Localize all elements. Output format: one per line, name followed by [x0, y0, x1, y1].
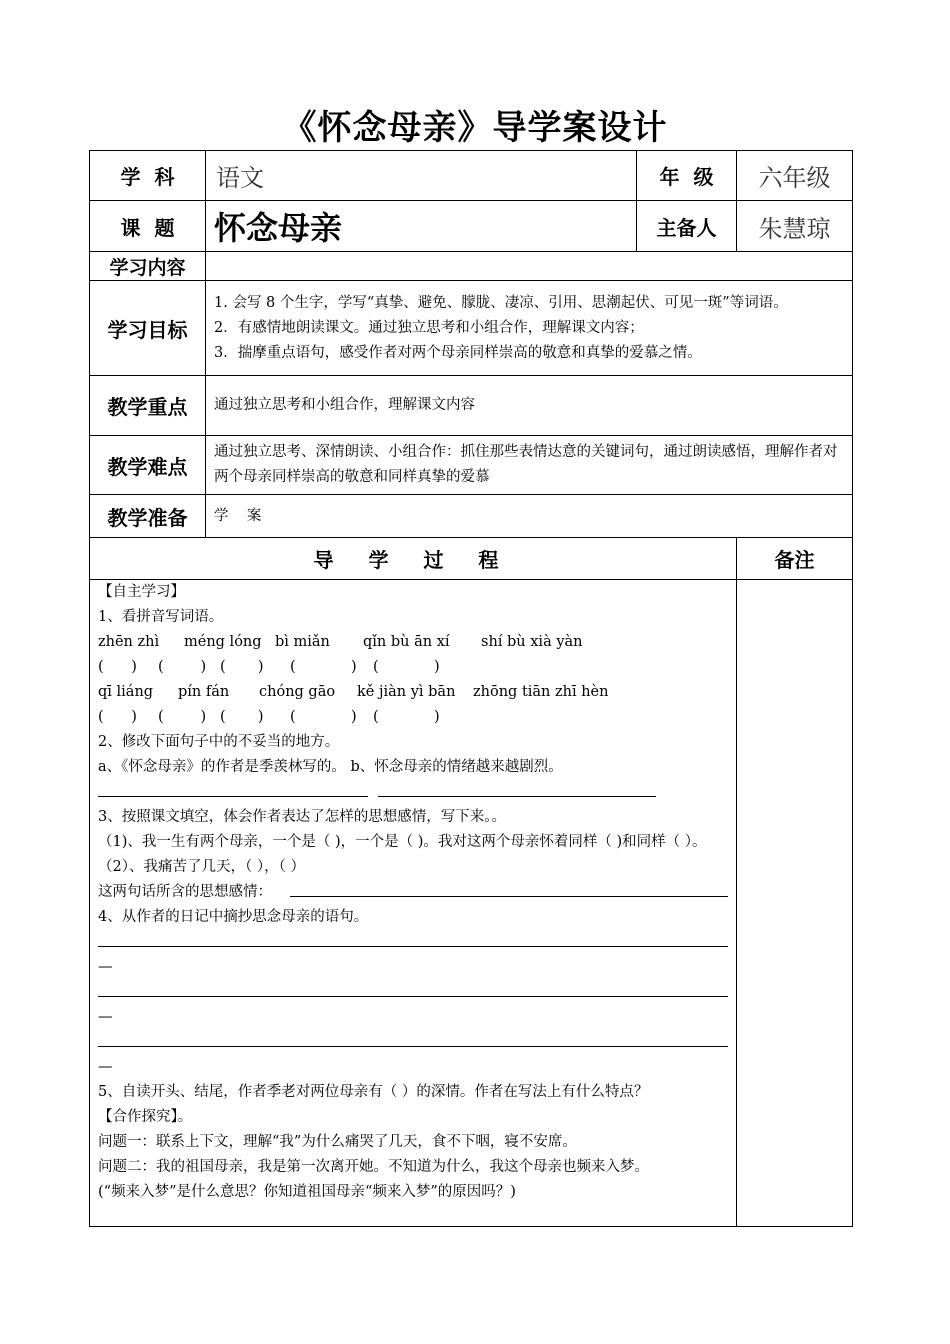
answer-line [98, 930, 728, 955]
content-value [206, 252, 853, 281]
problem-1: 问题一：联系上下文，理解“我”为什么痛哭了几天，食不下咽，寝不安席。 [98, 1134, 577, 1150]
subject-row [90, 151, 853, 201]
difficulty-row [90, 436, 853, 495]
prep-row [90, 495, 853, 538]
content-label: 学习内容 [90, 252, 206, 281]
question-3-2: （2）、我痛苦了几天，（ ），（ ） [98, 859, 305, 875]
problem-2: 问题二：我的祖国母亲，我是第一次离开她。不知道为什么，我这个母亲也频来入梦。 [98, 1159, 649, 1175]
feeling-line: 这两句话所含的思想感情： [98, 880, 728, 905]
page-title: 《怀念母亲》导学案设计 [282, 108, 668, 148]
answer-line [98, 1030, 728, 1055]
prep-label: 教学准备 [90, 495, 206, 538]
goal-item: 3．揣摩重点语句，感受作者对两个母亲同样崇高的敬意和真挚的爱慕之情。 [214, 344, 702, 361]
problem-2-note: (“频来入梦”是什么意思？你知道祖国母亲“频来入梦”的原因吗？) [98, 1184, 516, 1200]
subject-label: 学 科 [90, 151, 206, 201]
grade-value: 六年级 [737, 151, 853, 201]
prep-value: 学 案 [206, 495, 853, 538]
process-content [90, 580, 737, 1227]
goals-label: 学习目标 [90, 281, 206, 376]
question-5: 5、自读开头、结尾，作者季老对两位母亲有（ ）的深情。作者在写法上有什么特点？ [98, 1084, 649, 1100]
goals-list [206, 281, 853, 376]
preparer-value: 朱慧琼 [737, 201, 853, 252]
content-row [90, 252, 853, 281]
answer-lines [98, 780, 728, 805]
notes-header: 备注 [737, 538, 853, 580]
preparer-label: 主备人 [637, 201, 737, 252]
process-header: 导 学 过 程 [90, 538, 737, 580]
topic-label: 课 题 [90, 201, 206, 252]
question-1: 1、看拼音写词语。 [98, 609, 224, 625]
question-2-text: a、《怀念母亲》的作者是季羡林写的。 b、怀念母亲的情绪越来越剧烈。 [98, 759, 563, 775]
answer-line-tail: — [98, 1009, 113, 1025]
answer-brackets: ( ) ( ) ( ) ( ) ( ) [98, 709, 440, 725]
topic-value: 怀念母亲 [206, 201, 637, 252]
goals-row [90, 281, 853, 376]
notes-column [737, 580, 853, 1227]
focus-row [90, 376, 853, 436]
subject-value: 语文 [206, 151, 637, 201]
answer-line-tail: — [98, 959, 113, 975]
answer-line [98, 980, 728, 1005]
pinyin-row: qī liáng pín fán chóng gāo kě jiàn yì bān zhōng tiān zhī hèn [98, 684, 609, 700]
focus-label: 教学重点 [90, 376, 206, 436]
focus-value: 通过独立思考和小组合作，理解课文内容 [206, 376, 853, 436]
question-3-1: （1)、我一生有两个母亲，一个是（ )，一个是（ )。我对这两个母亲怀着同样（ )和同样（ ）。 [98, 834, 707, 850]
cooperative-heading: 【合作探究】。 [98, 1109, 193, 1125]
lesson-plan-table [89, 150, 853, 1227]
answer-brackets: ( ) ( ) ( ) ( ) ( ) [98, 659, 440, 675]
self-study-heading: 【自主学习】 [98, 584, 185, 600]
difficulty-value: 通过独立思考、深情朗读、小组合作：抓住那些表情达意的关键词句，通过朗读感悟，理解作者对两个母亲同样崇高的敬意和同样真挚的爱慕 [206, 436, 853, 495]
question-2: 2、修改下面句子中的不妥当的地方。 [98, 734, 340, 750]
pinyin-row: zhēn zhì méng lóng bì miǎn qǐn bù ān xí shí bù xià yàn [98, 634, 583, 650]
goal-item: 2．有感情地朗读课文。通过独立思考和小组合作，理解课文内容； [214, 319, 644, 336]
topic-row [90, 201, 853, 252]
difficulty-label: 教学难点 [90, 436, 206, 495]
process-body-row [90, 580, 853, 1227]
grade-label: 年 级 [637, 151, 737, 201]
question-4: 4、从作者的日记中摘抄思念母亲的语句。 [98, 909, 369, 925]
goal-item: 1. 会写 8 个生字，学写“真挚、避免、朦胧、凄凉、引用、思潮起伏、可见一斑”等词语。 [214, 294, 788, 311]
process-header-row [90, 538, 853, 580]
answer-line-tail: — [98, 1059, 113, 1075]
question-3: 3、按照课文填空，体会作者表达了怎样的思想感情，写下来。。 [98, 809, 506, 825]
